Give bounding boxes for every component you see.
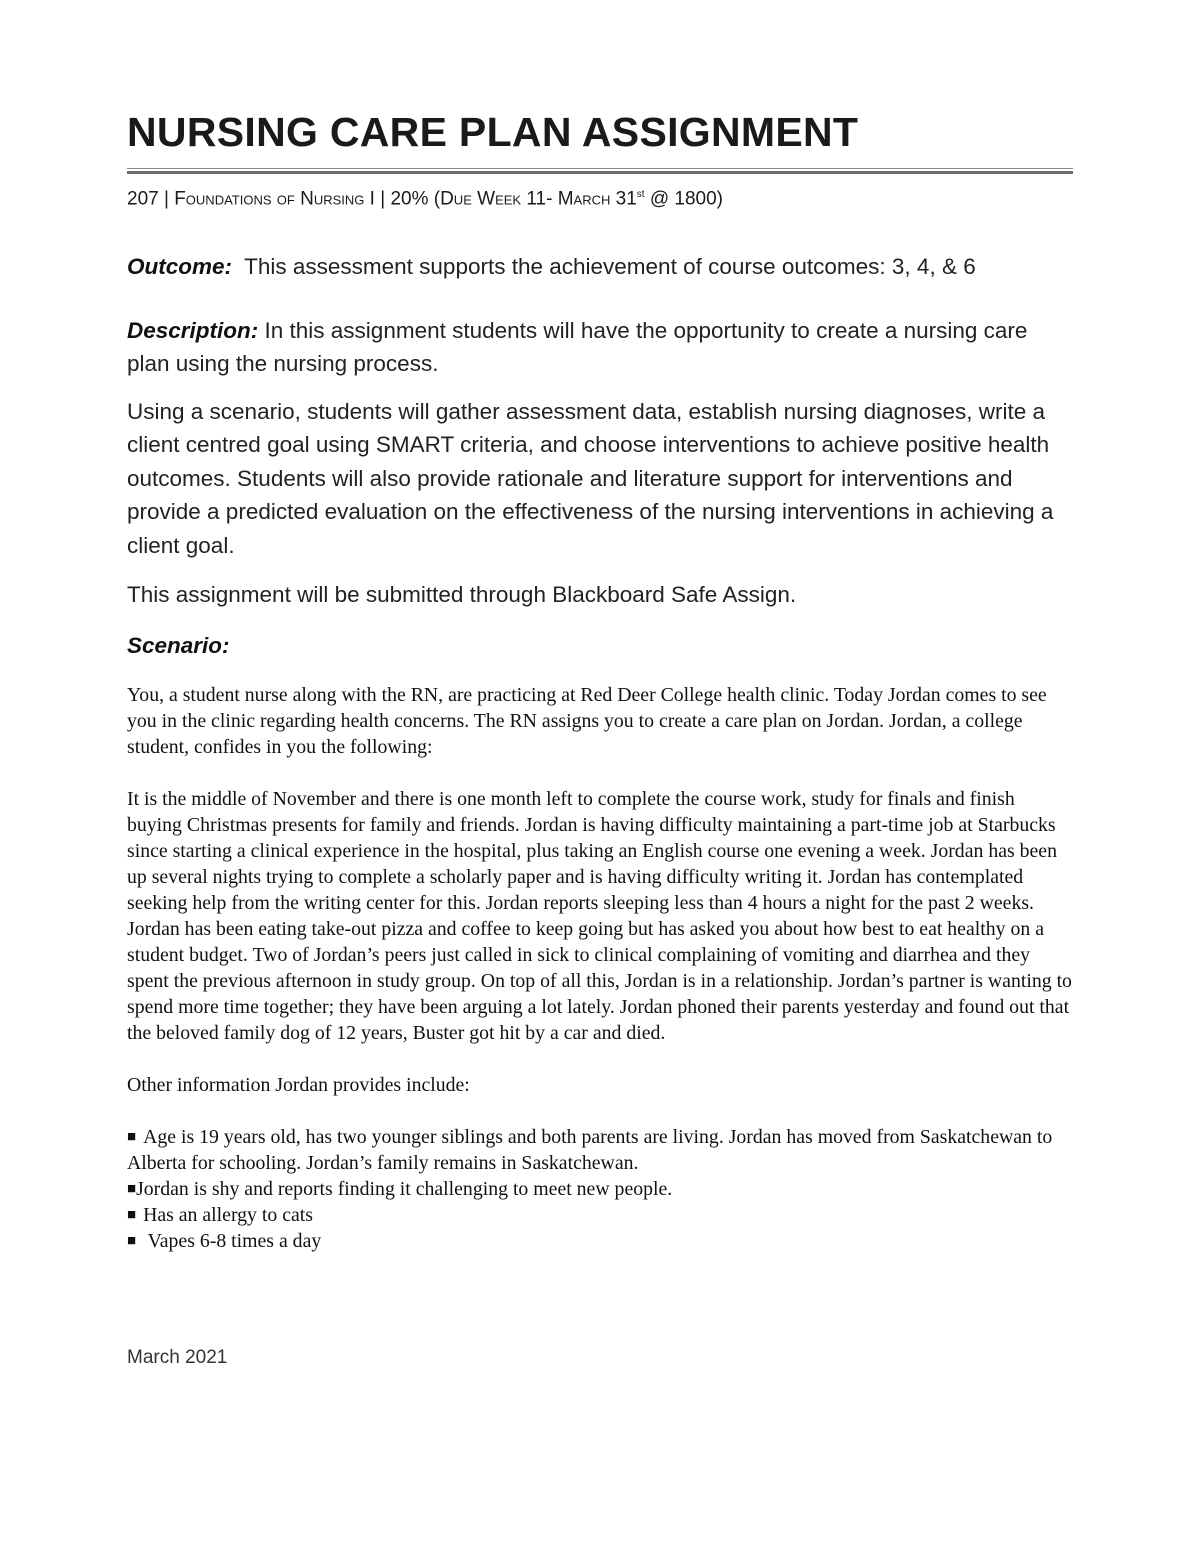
list-item bbox=[127, 1176, 1073, 1202]
list-item-text: Vapes 6-8 times a day bbox=[143, 1230, 322, 1253]
subtitle-superscript: st bbox=[636, 189, 645, 200]
title-divider-thick bbox=[127, 171, 1073, 174]
footer-date: March 2021 bbox=[127, 1347, 228, 1368]
subtitle-main: 207 | Foundations of Nursing I | 20% (Due Week 11- March 31 bbox=[127, 188, 637, 210]
bullet-square-icon: ■ bbox=[127, 1233, 137, 1250]
outcome-text: This assessment supports the achievement of course outcomes: 3, 4, & 6 bbox=[232, 254, 976, 280]
other-info-list bbox=[127, 1124, 1073, 1254]
list-item-text: Jordan is shy and reports finding it challenging to meet new people. bbox=[136, 1178, 673, 1201]
scenario-body bbox=[127, 682, 1073, 1254]
list-item-text: Has an allergy to cats bbox=[143, 1204, 313, 1227]
list-item-text: Age is 19 years old, has two younger siblings and both parents are living. Jordan has moved from Saskatchewan to Alberta for schooling. Jordan’s family remains in Saskatchewan. bbox=[127, 1126, 1053, 1175]
description-detail-paragraph: Using a scenario, students will gather assessment data, establish nursing diagnoses, write a client centred goal using SMART criteria, and choose interventions to achieve positive health outcomes. Students will also provide rationale and literature support for interventions and provide a predicted evaluation on the effectiveness of the nursing interventions in achieving a client goal. bbox=[127, 398, 1054, 558]
other-info-label: Other information Jordan provides include: bbox=[127, 1074, 470, 1097]
description-paragraph bbox=[127, 314, 1073, 381]
list-item bbox=[127, 1202, 1073, 1228]
document-page bbox=[127, 108, 1073, 1254]
bullet-square-icon: ■ bbox=[127, 1207, 137, 1224]
title-divider-thin bbox=[127, 168, 1073, 169]
outcome-paragraph bbox=[127, 250, 1073, 284]
bullet-square-icon: ■ bbox=[127, 1129, 137, 1146]
list-item bbox=[127, 1124, 1073, 1176]
list-item bbox=[127, 1228, 1073, 1254]
scenario-label: Scenario: bbox=[127, 632, 230, 658]
course-subtitle bbox=[127, 182, 1073, 212]
bullet-square-icon: ■ bbox=[127, 1181, 137, 1198]
document-title: NURSING CARE PLAN ASSIGNMENT bbox=[127, 109, 859, 155]
outcome-label: Outcome: bbox=[127, 254, 233, 280]
subtitle-end: @ 1800) bbox=[644, 188, 724, 210]
scenario-heading bbox=[127, 629, 1073, 663]
description-label: Description: bbox=[127, 317, 259, 343]
scenario-intro: You, a student nurse along with the RN, are practicing at Red Deer College health clinic. Today Jordan comes to see you in the clinic regarding health concerns. The RN assigns you to create a care plan on Jordan. Jordan, a college student, confides in you the following: bbox=[127, 684, 1047, 759]
description-text: In this assignment students will have the opportunity to create a nursing care plan using the nursing process. bbox=[127, 317, 1028, 377]
scenario-narrative: It is the middle of November and there is one month left to complete the course work, study for finals and finish buying Christmas presents for family and friends. Jordan is having difficulty maintaining a part-time job at Starbucks since starting a clinical experience in the hospital, plus taking an English course one evening a week. Jordan has been up several nights trying to complete a scholarly paper and is having difficulty writing it. Jordan has contemplated seeking help from the writing center for this. Jordan reports sleeping less than 4 hours a night for the past 2 weeks. Jordan has been eating take-out pizza and coffee to keep going but has asked you about how best to eat healthy on a student budget. Two of Jordan’s peers just called in sick to clinical complaining of vomiting and diarrhea and they spent the previous afternoon in study group. On top of all this, Jordan is in a relationship. Jordan’s partner is wanting to spend more time together; they have been arguing a lot lately. Jordan phoned their parents yesterday and found out that the beloved family dog of 12 years, Buster got hit by a car and died. bbox=[127, 788, 1072, 1045]
submission-note: This assignment will be submitted through Blackboard Safe Assign. bbox=[127, 582, 797, 608]
